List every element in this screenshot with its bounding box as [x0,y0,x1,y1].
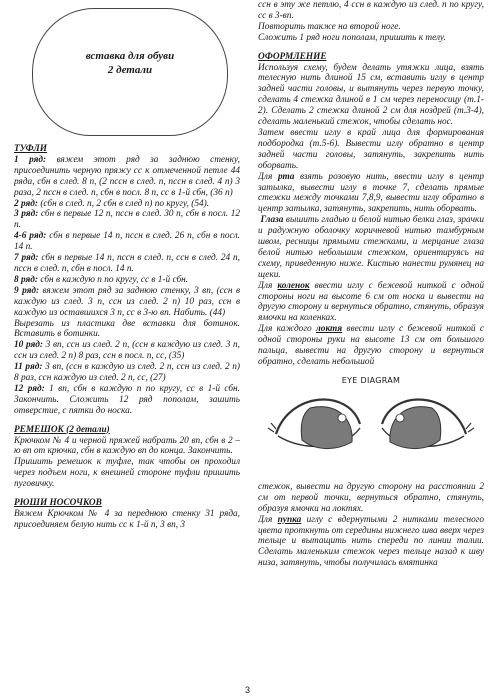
strap-instructions: Крючком № 4 и черной пряжей набрать 20 вп, сбн в 2 – ю вп от крючка, сбн в каждую вп до конца. Закончить. [14,435,240,457]
knees-instructions: Для коленок ввести иглу с бежевой ниткой с одной стороны ноги на высоте 6 см от носка и вывести на другую сторону и вернуться обратно, стянуть, образуя ямочки на коленках. [258,280,484,324]
heading-strap: РЕМЕШОК (2 детали) [14,424,110,435]
mouth-instructions: Для рта взять розовую нить, ввести иглу в центр затылка, вывести иглу в точке 7, сделать прямые стежки между точками 7,8,9, вывести иглу обратно в центр затылка, затянуть, закрепить, нить оборвать. [258,171,484,215]
eye-diagram-title: EYE DIAGRAM [341,375,401,385]
row-9: 9 ряд: вяжем этот ряд за заднюю стенку, 3 вп, (ссн в каждую из след. 3 п, ссн из след. 2 п) 10 раз, ссн в каждую из оставшихся 3 п, сс в 3-ю вп. Набить. (44) [14,285,240,318]
row-3: 3 ряд: сбн в первые 12 п, пссн в след. 30 п, сбн в посл. 12 п. [14,209,240,231]
ruffle-continued: ссн в эту же петлю, 4 ссн в каждую из след. п по кругу, сс в 3-вп. [258,0,484,21]
row-7: 7 ряд: сбн в первые 14 п, пссн в след. п, ссн в след. 24 п, пссн в след. п, сбн в посл. 14 п. [14,253,240,274]
eyes-instructions: Глаза вышить гладью и белой нитью белки глаз, зрачки и радужную оболочку коричневой нитью тамбурным швом, ресницы прямыми стежками, и мерцание глаза белой нитью небольшим стежком, ориентируясь на схему, приведенную ниже. Кистью нанести румянец на щеки. [258,215,484,280]
eye-diagram-drawing [264,372,478,478]
right-column [258,0,484,681]
chin-shaping: Затем ввести иглу в край лица для формирования подбородка (т.5-6). Вывести иглу обратно в центр задней части головы, затянуть, закрепить нить оборвать. [258,127,484,171]
row-12: 12 ряд: 1 вп, сбн в каждую п по кругу, сс в 1-й сбн. Закончить. Сложить 12 ряд пополам, зашить отверстие, с пятки до носка. [14,383,240,416]
row-2: 2 ряд: (сбн в след. п, 2 сбн в след п) по кругу, (54). [14,198,210,209]
row-11: 11 ряд: 3 вп, (ссн в каждую из след. 2 п, ссн из след. 2 п) 8 раз, ссн каждую из след. 2 п, сс, (27) [14,362,240,384]
fold-note: Сложить 1 ряд ноги пополам, пришить к телу. [258,32,446,43]
left-column [14,0,240,681]
strap-attach: Пришить ремешок к туфле, так чтобы он проходил через подъем ноги, к внешней стороне туфли пришить пуговичку. [14,457,240,490]
cut-insert-note: Вырезать из пластика две вставки для ботинок. Вставить в ботинки. [14,318,240,340]
face-shaping: Используя схему, будем делать утяжки лица, взять телесную нить длиной 15 см, вставить иглу в центр задней части головы, и вытянуть через первую точку, сделать 4 стежка длиной в 1 см через переносицу (т.1-2). Сделать 2 стежка длиной 2 см для ноздрей (т.3-4), сделать маленький стежок, чтобы сделать нос. [258,62,484,128]
heading-sock-ruffles: РЮШИ НОСОЧКОВ [14,498,102,509]
row-10: 10 ряд: 3 вп, ссн из след. 2 п, (ссн в каждую из след. 3 п, ссн из след. 2 п) 8 раз, ссн в посл. п, сс, (35) [14,340,240,362]
right-eye-icon [382,399,474,448]
row-4-6: 4-6 ряд: сбн в первые 14 п, пссн в след. 26 п, сбн в посл. 14 п. [14,231,240,253]
insole-label-line-2: 2 детали [107,64,153,76]
navel-instructions: Для пупка иглу с вдернутыми 2 нитками телесного цвета проткнуть от середины нижнего шва вверх через тельце и вытащить нить спереди по линии талии. Сделать маленьким стежок через тельце назад к шву низа, затянуть, чтобы получилась вмятинка [258,514,484,569]
insole-label [33,49,227,77]
elbows-continued: стежок, вывести на другую сторону на расстоянии 2 см от первой точки, вернуться обратно, стянуть, образуя ямочки на локтях. [258,481,484,514]
sock-ruffle-instructions: Вяжем Крючком № 4 за переднюю стенку 31 ряда, присоединяем белую нить сс к 1-й п, 3 вп, 3 [14,509,240,530]
insole-label-line-1: вставка для обуви [85,50,175,62]
page-number: 3 [244,685,250,695]
left-eye-icon [268,399,360,448]
repeat-note: Повторить также на второй ноге. [258,21,401,32]
elbows-instructions: Для каждого локтя ввести иглу с бежевой ниткой с одной стороны руки на высоте 13 см от большого пальца, вывести на другую сторону и вернуться обратно, сделать небольшой [258,324,484,367]
eye-diagram [258,372,484,480]
row-1: 1 ряд: вяжем этот ряд за заднюю стенку, присоединить черную пряжу сс к отмеченной петле 44 ряда, сбн в след. 8 п, (2 пссн в след. п, пссн в след. 4 п) 3 раза, 2 пссн в след. п, сбн в посл. 8 п, сс в 1-й сбн, (36 п) [14,154,240,198]
heading-design: ОФОРМЛЕНИЕ [258,51,327,62]
shoe-insole-template [32,8,228,136]
row-8: 8 ряд: сбн в каждую п по кругу, сс в 1-й сбн. [14,274,189,285]
heading-shoes: ТУФЛИ [14,144,48,154]
